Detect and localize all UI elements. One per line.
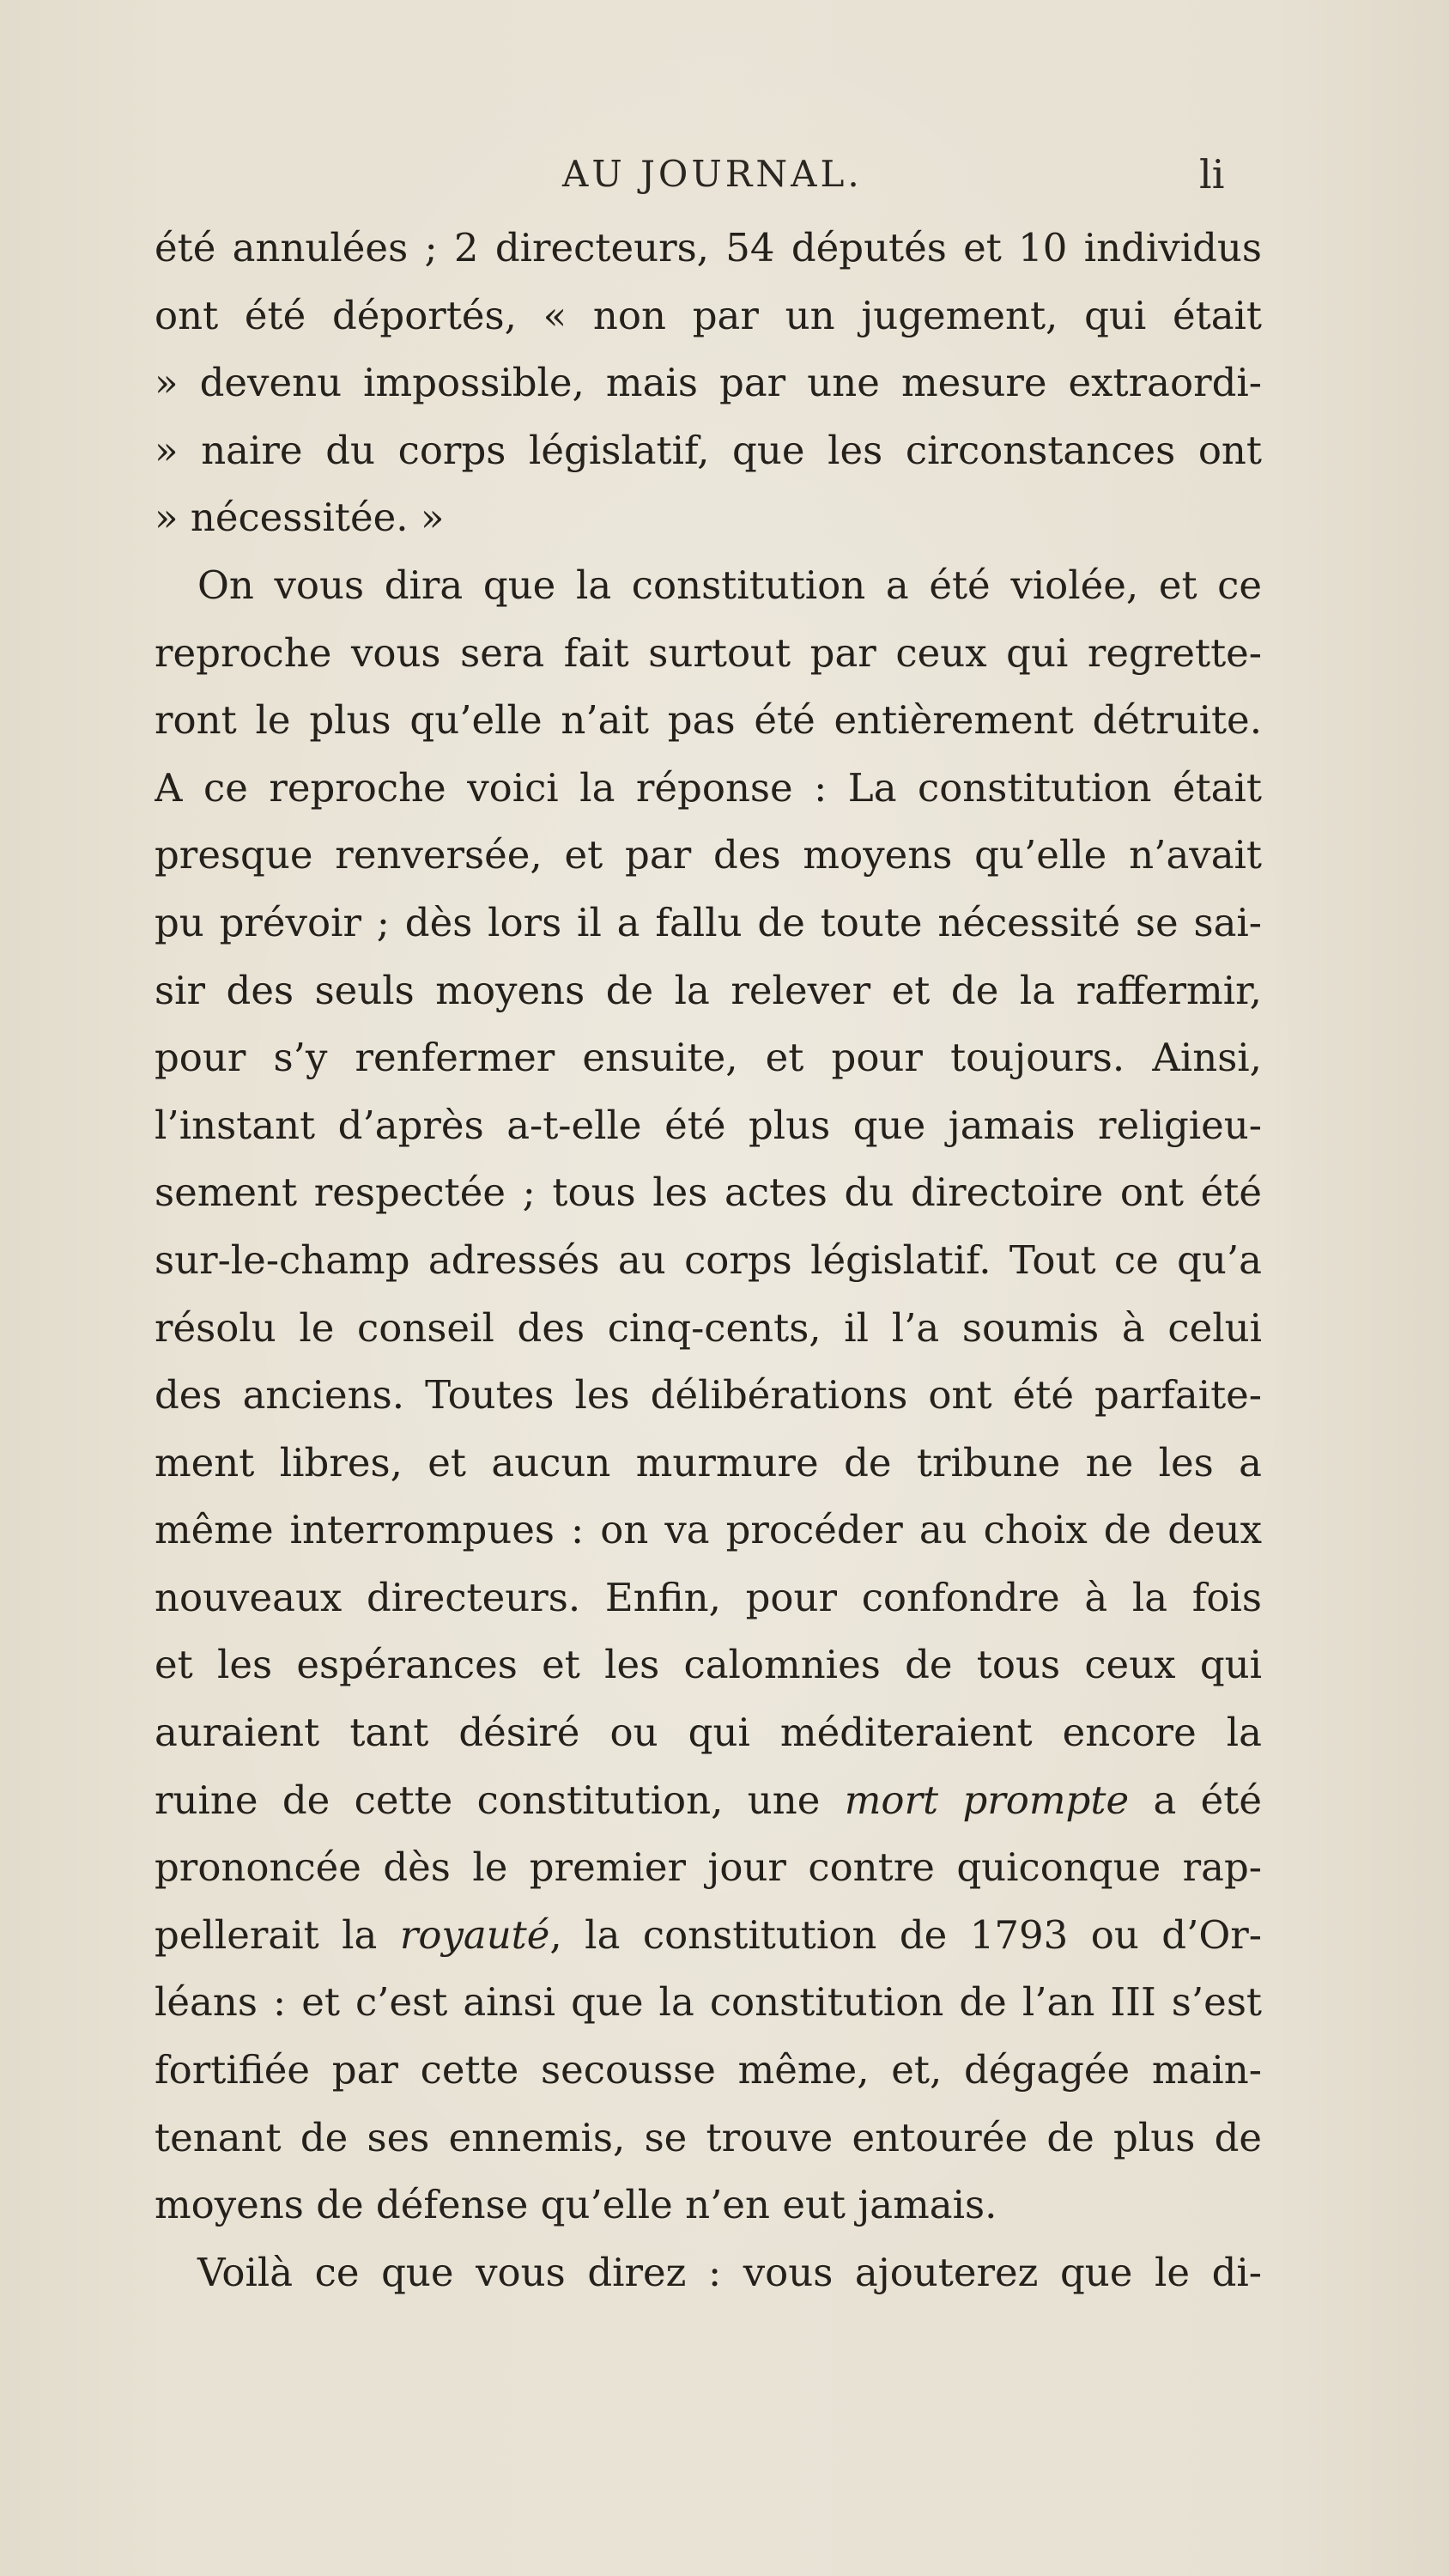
running-head <box>0 144 1449 204</box>
text-line: pu prévoir ; dès lors il a fallu de toute nécessité se sai- <box>155 899 1262 945</box>
text-line: prononcée dès le premier jour contre quiconque rap- <box>155 1844 1262 1891</box>
text-line: léans : et c’est ainsi que la constitution de l’an III s’est <box>155 1979 1262 2026</box>
page-number: li <box>1199 151 1225 197</box>
text-line: » nécessitée. » <box>155 495 445 541</box>
running-title: AU JOURNAL. <box>562 153 863 195</box>
text-line: été annulées ; 2 directeurs, 54 députés et 10 individus <box>155 225 1262 270</box>
text-line: A ce reproche voici la réponse : La constitution était <box>155 764 1262 811</box>
text-line: presque renversée, et par des moyens qu’elle n’avait <box>155 832 1262 878</box>
text-line: et les espérances et les calomnies de tous ceux qui <box>155 1642 1262 1688</box>
text-line: ment libres, et aucun murmure de tribune ne les a <box>155 1439 1262 1485</box>
text-line: sur-le-champ adressés au corps législatif. Tout ce qu’a <box>155 1236 1262 1283</box>
text-line: auraient tant désiré ou qui méditeraient encore la <box>155 1710 1262 1756</box>
text-line: tenant de ses ennemis, se trouve entourée de plus de <box>155 2114 1262 2160</box>
text-segment: ruine de cette constitution, une <box>155 1777 845 1823</box>
text-line: des anciens. Toutes les délibérations ont été parfaite- <box>155 1372 1262 1419</box>
italic-phrase: mort prompte <box>844 1777 1130 1823</box>
text-segment: pellerait la <box>155 1911 400 1958</box>
text-line: l’instant d’après a-t-elle été plus que jamais religieu- <box>155 1102 1262 1148</box>
text-line: sement respectée ; tous les actes du directoire ont été <box>155 1170 1262 1216</box>
text-line: ont été déportés, « non par un jugement, qui était <box>155 292 1262 338</box>
text-line-with-italic <box>155 1767 1262 1835</box>
text-line: même interrompues : on va procéder au choix de deux <box>155 1507 1262 1553</box>
italic-phrase: royauté <box>399 1911 550 1958</box>
text-line: sir des seuls moyens de la relever et de la raffermir, <box>155 967 1262 1013</box>
text-line: ront le plus qu’elle n’ait pas été entièrement détruite. <box>155 697 1262 744</box>
text-line: pour s’y renfermer ensuite, et pour toujours. Ainsi, <box>155 1035 1262 1081</box>
text-line: Voilà ce que vous direz : vous ajouterez que le di- <box>197 2249 1262 2295</box>
text-segment: , la constitution de 1793 ou d’Or- <box>549 1911 1262 1958</box>
text-line: fortifiée par cette secousse même, et, dégagée main- <box>155 2047 1262 2093</box>
text-line-with-italic <box>155 1902 1262 1970</box>
text-line: » naire du corps législatif, que les circonstances ont <box>155 427 1262 473</box>
text-line: On vous dira que la constitution a été violée, et ce <box>197 562 1262 608</box>
text-line: résolu le conseil des cinq-cents, il l’a soumis à celui <box>155 1304 1262 1351</box>
text-segment: a été <box>1129 1777 1262 1823</box>
text-line: » devenu impossible, mais par une mesure extraordi- <box>155 360 1262 406</box>
text-line: nouveaux directeurs. Enfin, pour confondre à la fois <box>155 1574 1262 1620</box>
text-line: moyens de défense qu’elle n’en eut jamais. <box>155 2182 997 2228</box>
text-line: reproche vous sera fait surtout par ceux qui regrette- <box>155 629 1262 676</box>
body-text <box>155 215 1262 2306</box>
